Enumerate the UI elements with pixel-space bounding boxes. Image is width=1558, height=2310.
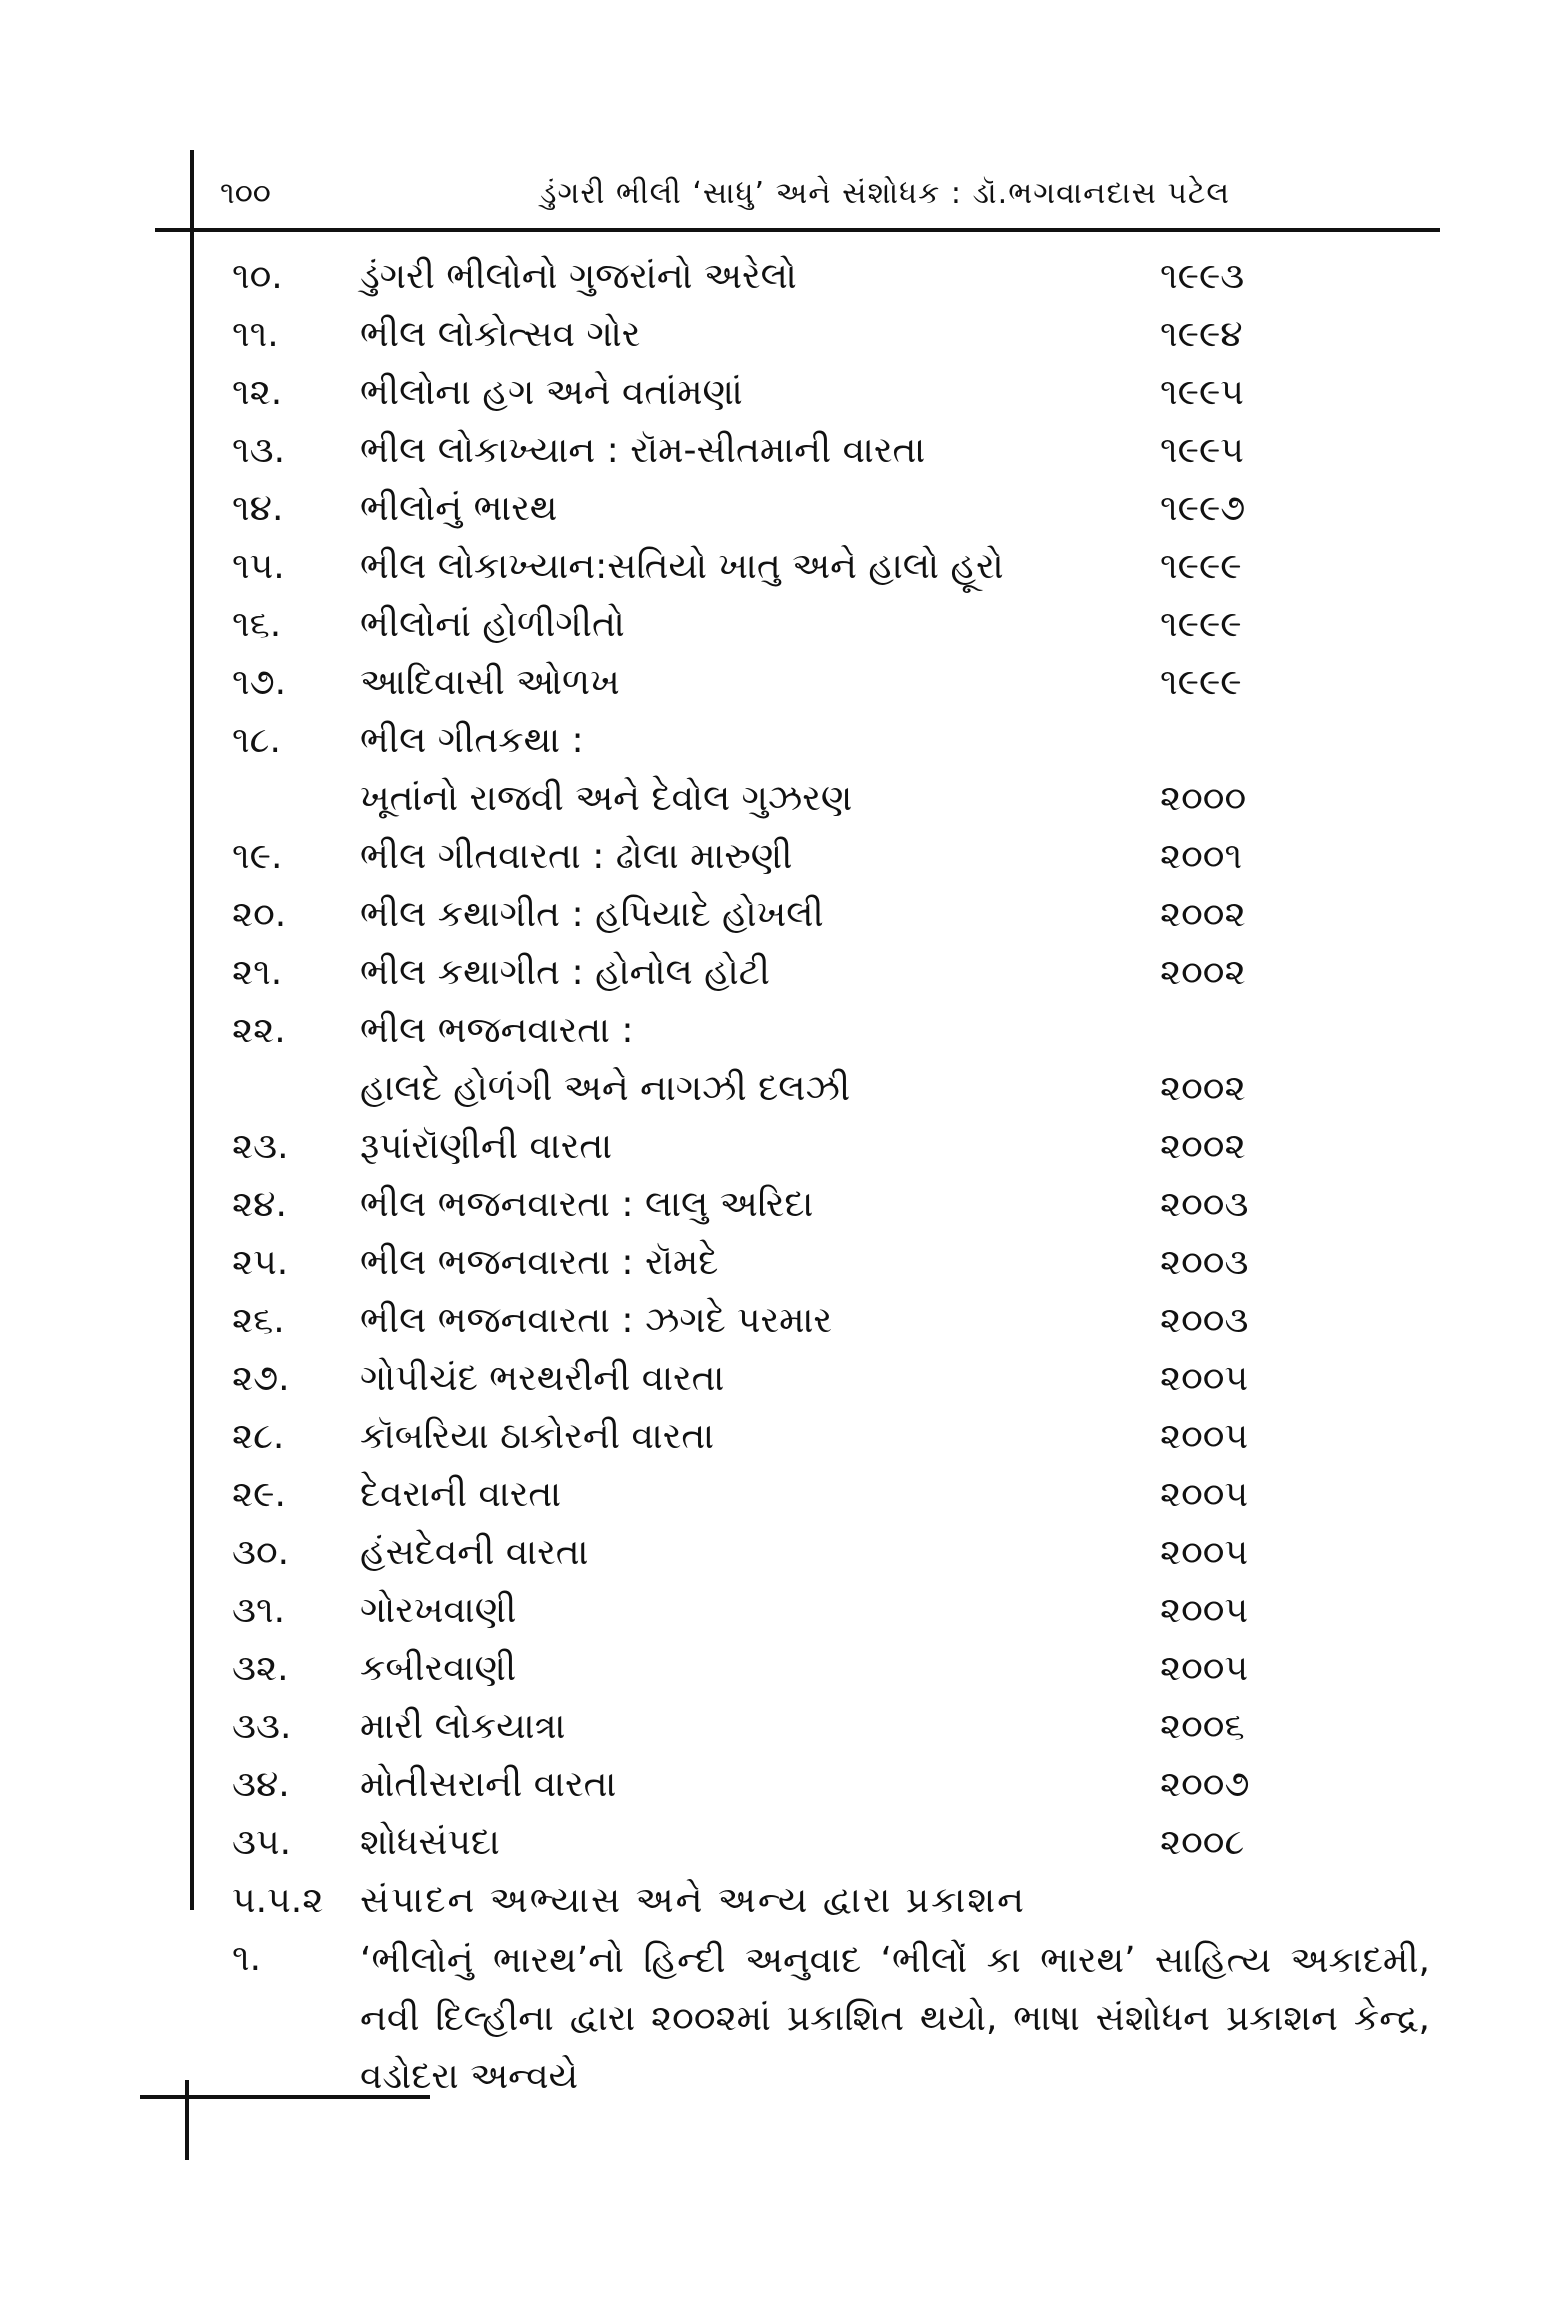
list-item [0, 1816, 1558, 1874]
entry-number: ૧૦. [232, 256, 283, 297]
entry-year: ૨૦૦૫ [1160, 1648, 1249, 1689]
entry-number: ૨૦. [232, 894, 287, 935]
entry-title: હાલદે હોળંગી અને નાગઝી દલઝી [360, 1068, 851, 1109]
entry-number: ૧૮. [232, 720, 281, 761]
list-item [0, 1642, 1558, 1700]
list-item [0, 1178, 1558, 1236]
entry-year: ૨૦૦૫ [1160, 1358, 1249, 1399]
entry-number: ૩૩. [232, 1706, 292, 1747]
entry-number: ૧૫. [232, 546, 285, 587]
entry-year: ૧૯૯૫ [1160, 430, 1244, 471]
entry-year: ૧૯૯૯ [1160, 546, 1242, 587]
list-item [0, 946, 1558, 1004]
section-heading [0, 1874, 1558, 1932]
section-title: સંપાદન અભ્યાસ અને અન્ય દ્વારા પ્રકાશન [360, 1880, 1026, 1921]
entry-year: ૨૦૦૫ [1160, 1532, 1249, 1573]
entry-number: ૧૨. [232, 372, 283, 413]
list-item [0, 1758, 1558, 1816]
entry-title: ભીલ ભજનવારતા : રૉમદે [360, 1242, 719, 1283]
list-item [0, 830, 1558, 888]
list-item [0, 714, 1558, 772]
entry-year: ૨૦૦૨ [1160, 952, 1246, 993]
entry-number: ૨૪. [232, 1184, 287, 1225]
entry-year: ૨૦૦૩ [1160, 1242, 1249, 1283]
entry-year: ૨૦૦૩ [1160, 1300, 1249, 1341]
entry-year: ૨૦૦૩ [1160, 1184, 1249, 1225]
entry-year: ૧૯૯૫ [1160, 372, 1244, 413]
entry-title: ભીલ લોકાખ્યાન : રૉમ-સીતમાની વારતા [360, 430, 926, 471]
list-item [0, 1468, 1558, 1526]
list-item [0, 1352, 1558, 1410]
entry-year: ૨૦૦૦ [1160, 778, 1247, 819]
list-item [0, 888, 1558, 946]
entry-title: ભીલોનાં હોળીગીતો [360, 604, 625, 645]
list-item [0, 1120, 1558, 1178]
entry-year: ૨૦૦૨ [1160, 1068, 1246, 1109]
entry-title: ભીલ ભજનવારતા : ઝગદે પરમાર [360, 1300, 833, 1341]
entry-title: કબીરવાણી [360, 1648, 517, 1689]
entry-number: ૧૭. [232, 662, 287, 703]
entry-title: ખૂતાંનો રાજવી અને દેવોલ ગુઝરણ [360, 778, 853, 819]
entry-title: રૂપાંરૉણીની વારતા [360, 1126, 613, 1167]
entry-year: ૨૦૦૮ [1160, 1822, 1245, 1863]
page-number: ૧૦૦ [220, 176, 271, 211]
entry-year: ૨૦૦૫ [1160, 1590, 1249, 1631]
entry-year: ૨૦૦૧ [1160, 836, 1243, 877]
entry-title: ભીલ ભજનવારતા : [360, 1010, 634, 1051]
list-item [0, 366, 1558, 424]
entry-title: ભીલ લોકોત્સવ ગોર [360, 314, 641, 355]
entry-number: ૨૬. [232, 1300, 285, 1341]
list-item [0, 772, 1558, 830]
entry-title: ગોરખવાણી [360, 1590, 517, 1631]
entry-year: ૧૯૯૯ [1160, 604, 1242, 645]
entry-title: ભીલોનું ભારથ [360, 488, 558, 529]
entry-number: ૧૪. [232, 488, 284, 529]
entry-year: ૨૦૦૭ [1160, 1764, 1250, 1805]
list-item [0, 540, 1558, 598]
list-item [0, 308, 1558, 366]
entry-title: મોતીસરાની વારતા [360, 1764, 617, 1805]
list-item [0, 482, 1558, 540]
entry-title: ગોપીચંદ ભરથરીની વારતા [360, 1358, 725, 1399]
entry-number: ૧૯. [232, 836, 283, 877]
note-paragraph [0, 1932, 1558, 2106]
entry-title: ભીલ કથાગીત : હપિયાદે હોખલી [360, 894, 824, 935]
entry-title: મારી લોકયાત્રા [360, 1706, 566, 1747]
entry-title: ડુંગરી ભીલોનો ગુજરાંનો અરેલો [360, 256, 797, 297]
list-item [0, 656, 1558, 714]
entry-year: ૨૦૦૨ [1160, 894, 1246, 935]
entry-title: ભીલ ગીતકથા : [360, 720, 584, 761]
entry-number: ૨૫. [232, 1242, 289, 1283]
list-item [0, 1004, 1558, 1062]
list-item [0, 1700, 1558, 1758]
list-item [0, 250, 1558, 308]
entry-number: ૧૩. [232, 430, 286, 471]
note-text: ‘ભીલોનું ભારથ’નો હિન્દી અનુવાદ ‘ભીલોં કા ભારથ’ સાહિત્ય અકાદમી, નવી દિલ્હીના દ્વારા ૨૦૦૨માં પ્રકાશિત થયો, ભાષા સંશોધન પ્રકાશન કેન્દ્ર, વડોદરા અન્વયે [360, 1940, 1430, 2097]
entry-number: ૨૭. [232, 1358, 290, 1399]
list-item [0, 1062, 1558, 1120]
entry-year: ૧૯૯૭ [1160, 488, 1246, 529]
entry-title: ભીલ કથાગીત : હોનોલ હોટી [360, 952, 770, 993]
entry-title: કૉબરિયા ઠાકોરની વારતા [360, 1416, 715, 1457]
entry-number: ૩૦. [232, 1532, 290, 1573]
entry-title: આદિવાસી ઓળખ [360, 662, 620, 703]
entry-title: ભીલ ગીતવારતા : ઢોલા મારુણી [360, 836, 793, 877]
entry-number: ૨૮. [232, 1416, 285, 1457]
entry-number: ૨૨. [232, 1010, 286, 1051]
entry-year: ૨૦૦૨ [1160, 1126, 1246, 1167]
section-number: ૫.૫.૨ [232, 1880, 324, 1921]
entry-title: હંસદેવની વારતા [360, 1532, 589, 1573]
running-title: ડુંગરી ભીલી ‘સાધુ’ અને સંશોધક : ડૉ.ભગવાનદાસ પટેલ [540, 176, 1231, 211]
entry-year: ૧૯૯૪ [1160, 314, 1243, 355]
entry-number: ૩૧. [232, 1590, 286, 1631]
entry-number: ૩૨. [232, 1648, 289, 1689]
entry-number: ૨૩. [232, 1126, 289, 1167]
note-number: ૧. [232, 1938, 262, 1979]
entry-year: ૧૯૯૯ [1160, 662, 1242, 703]
entry-title: દેવરાની વારતા [360, 1474, 562, 1515]
entry-year: ૨૦૦૫ [1160, 1474, 1249, 1515]
list-item [0, 1526, 1558, 1584]
entry-number: ૨૯. [232, 1474, 286, 1515]
entry-number: ૧૬. [232, 604, 282, 645]
entry-number: ૨૧. [232, 952, 283, 993]
entry-number: ૩૪. [232, 1764, 290, 1805]
entry-year: ૨૦૦૬ [1160, 1706, 1245, 1747]
list-item [0, 1410, 1558, 1468]
running-header [200, 170, 1438, 220]
list-item [0, 1584, 1558, 1642]
entry-title: ભીલ ભજનવારતા : લાલુ અરિદા [360, 1184, 814, 1225]
entry-title: ભીલોના હગ અને વતાંમણાં [360, 372, 743, 413]
entry-title: ભીલ લોકાખ્યાન:સતિયો ખાતુ અને હાલો હૂરો [360, 546, 1004, 587]
entry-title: શોધસંપદા [360, 1822, 500, 1863]
entry-number: ૩૫. [232, 1822, 292, 1863]
list-item [0, 1294, 1558, 1352]
entry-number: ૧૧. [232, 314, 279, 355]
entry-year: ૨૦૦૫ [1160, 1416, 1249, 1457]
header-rule [155, 228, 1440, 232]
list-item [0, 598, 1558, 656]
publication-list [0, 250, 1558, 2106]
list-item [0, 1236, 1558, 1294]
list-item [0, 424, 1558, 482]
entry-year: ૧૯૯૩ [1160, 256, 1245, 297]
